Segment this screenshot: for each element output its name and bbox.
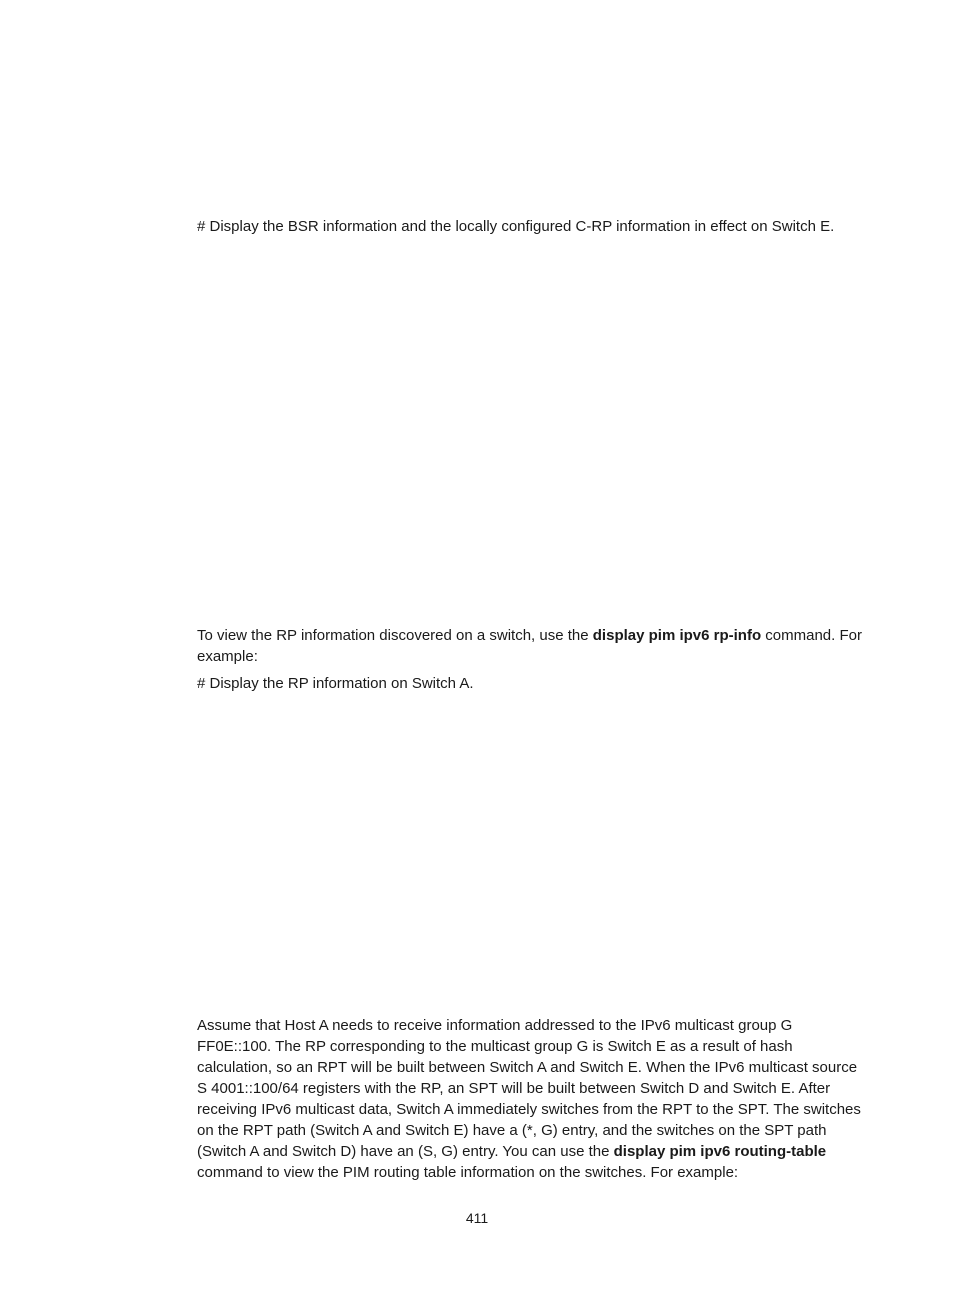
rp-view-text-before: To view the RP information discovered on a switch, use the <box>197 627 593 644</box>
routing-text-after: command to view the PIM routing table information on the switches. For example: <box>197 1164 739 1181</box>
routing-table-command: display pim ipv6 routing-table <box>613 1143 827 1160</box>
bsr-display-paragraph: # Display the BSR information and the locally configured C-RP information in effect on Switch E. <box>197 218 835 235</box>
rp-view-text-after: command. For example: <box>197 627 862 665</box>
rp-switch-a-paragraph: # Display the RP information on Switch A. <box>197 675 474 692</box>
routing-text-before: Assume that Host A needs to receive information addressed to the IPv6 multicast group G FF0E::100. The RP corresponding to the multicast group G is Switch E as a result of hash calculation, so an RPT will be built between Switch A and Switch E. When the IPv6 multicast source S 4001::100/64 registers with the RP, an SPT will be built between Switch D and Switch E. After receiving IPv6 multicast data, Switch A immediately switches from the RPT to the SPT. The switches on the RPT path (Switch A and Switch E) have a (*, G) entry, and the switches on the SPT path (Switch A and Switch D) have an (S, G) entry. You can use the <box>197 1017 861 1160</box>
page-number: 411 <box>465 1210 489 1226</box>
rp-view-paragraph <box>197 625 867 667</box>
rp-info-command: display pim ipv6 rp-info <box>592 627 762 644</box>
routing-paragraph <box>197 1015 867 1183</box>
